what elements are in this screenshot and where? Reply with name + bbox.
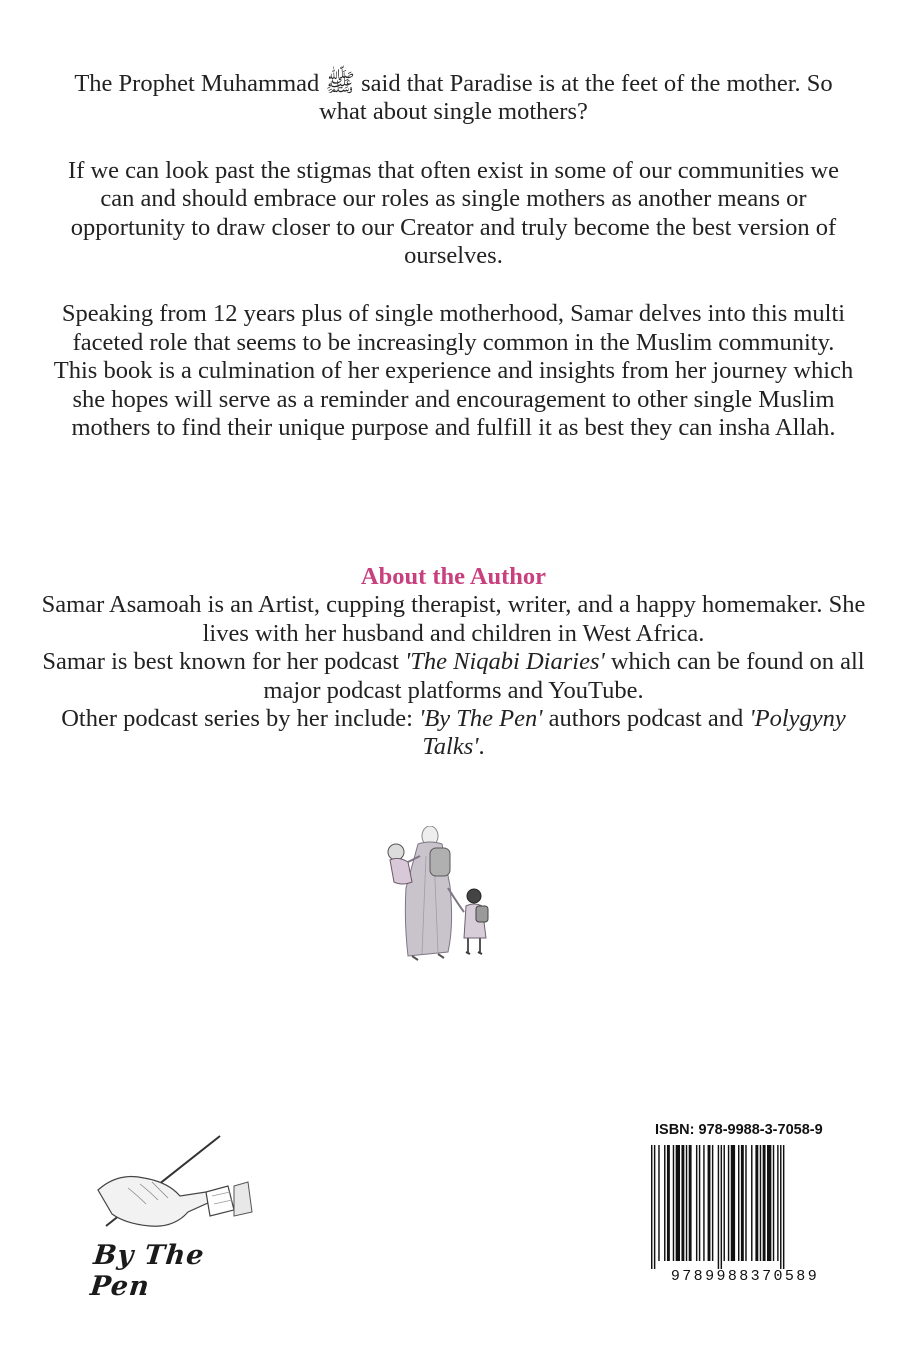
publisher-name: By The Pen [88, 1240, 207, 1302]
barcode-bar [777, 1145, 778, 1261]
blurb-paragraph-1: The Prophet Muhammad ﷺ said that Paradise is at the feet of the mother. So what about single mothers? [74, 70, 833, 126]
podcast-intro: Samar is best known for her podcast [42, 648, 406, 676]
barcode-bar [783, 1145, 784, 1269]
mother-and-children-illustration [368, 826, 508, 966]
other-end: . [478, 733, 485, 761]
blurb [50, 70, 857, 472]
barcode-bar [760, 1145, 761, 1261]
blurb-paragraph-3: Speaking from 12 years plus of single motherhood, Samar delves into this multi faceted role that seems to be increasingly common in the Muslim community. This book is a culmination of her experience and insights from her journey which she hopes will serve as a reminder and encouragement to other single Muslim mothers to find their unique purpose and fulfill it as best they can insha Allah. [53, 300, 854, 442]
barcode-bar [721, 1145, 722, 1269]
barcode-bar [731, 1145, 735, 1261]
barcode-bar [773, 1145, 774, 1261]
about-author-section [40, 563, 867, 762]
barcode-digits: 9789988370589 [670, 1268, 820, 1285]
barcode-bar [745, 1145, 746, 1261]
barcode-bar [651, 1145, 652, 1269]
podcast-name: 'The Niqabi Diaries' [405, 648, 605, 676]
barcode-bar [699, 1145, 700, 1261]
barcode-bar [696, 1145, 697, 1261]
barcode-bar [751, 1145, 752, 1261]
isbn-barcode-block [645, 1118, 845, 1296]
barcode-bar [664, 1145, 665, 1261]
barcode-bar [738, 1145, 739, 1261]
barcode-bar [724, 1145, 725, 1261]
barcode-bar [689, 1145, 692, 1261]
barcode-bar [780, 1145, 781, 1269]
isbn-label: ISBN: 978-9988-3-7058-9 [655, 1122, 823, 1138]
barcode [649, 1145, 841, 1269]
blurb-paragraph-2: If we can look past the stigmas that often exist in some of our communities we can and should embrace our roles as single mothers as another means or opportunity to draw closer to our Creator and truly become the best version of ourselves. [68, 156, 839, 270]
other-mid: authors podcast and [542, 705, 750, 733]
about-author-heading: About the Author [360, 563, 547, 590]
barcode-bar [741, 1145, 744, 1261]
barcode-bar [676, 1145, 680, 1261]
podcast-outro: which can be found on all major podcast platforms and YouTube. [263, 648, 865, 704]
barcode-bar [658, 1145, 659, 1261]
barcode-bar [755, 1145, 758, 1261]
barcode-bar [673, 1145, 674, 1261]
barcode-bar [712, 1145, 713, 1261]
barcode-bar [686, 1145, 687, 1261]
barcode-bar [763, 1145, 766, 1261]
barcode-bar [703, 1145, 704, 1261]
barcode-bar [718, 1145, 719, 1269]
author-other-podcasts [40, 705, 867, 762]
barcode-bar [654, 1145, 655, 1269]
barcode-bar [708, 1145, 711, 1261]
other-podcast-2: 'Polygyny Talks' [422, 705, 846, 761]
other-podcast-1: 'By The Pen' [419, 705, 543, 733]
barcode-bar [767, 1145, 771, 1261]
barcode-bar [728, 1145, 729, 1261]
author-bio: Samar Asamoah is an Artist, cupping therapist, writer, and a happy homemaker. She lives with her husband and children in West Africa. [41, 591, 866, 647]
barcode-bar [681, 1145, 684, 1261]
barcode-bar [667, 1145, 670, 1261]
other-intro: Other podcast series by her include: [61, 705, 420, 733]
author-podcast-text [40, 648, 867, 705]
